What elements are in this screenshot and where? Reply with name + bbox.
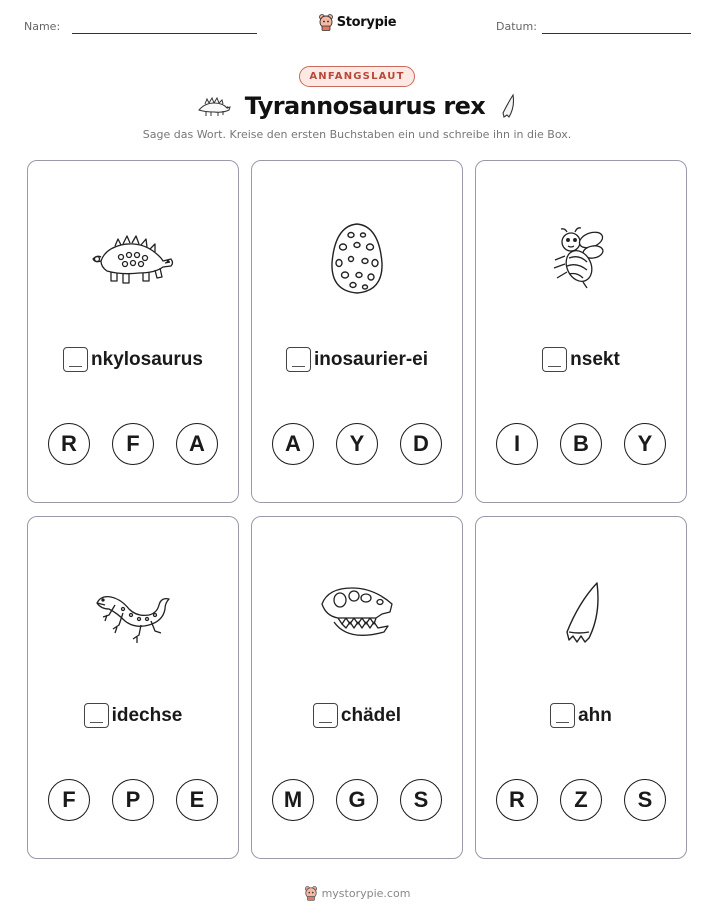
word-remainder: nsekt — [570, 348, 620, 370]
trex-skull-icon — [318, 584, 396, 646]
letter-option[interactable]: A — [176, 423, 218, 465]
tooth-icon — [559, 580, 603, 650]
letter-option[interactable]: S — [400, 779, 442, 821]
letter-option[interactable]: B — [560, 423, 602, 465]
letter-option[interactable]: F — [48, 779, 90, 821]
brand-name: Storypie — [336, 14, 397, 30]
name-label: Name: — [24, 20, 61, 33]
instructions: Sage das Wort. Kreise den ersten Buchstaben ein und schreibe ihn in die Box. — [142, 128, 572, 141]
lizard-icon — [93, 585, 173, 645]
footer-url[interactable]: mystorypie.com — [321, 886, 411, 900]
letter-option[interactable]: D — [400, 423, 442, 465]
answer-box[interactable] — [550, 703, 575, 728]
word-remainder: nkylosaurus — [91, 348, 203, 370]
letter-option[interactable]: G — [336, 779, 378, 821]
storypie-mascot-icon — [318, 13, 334, 31]
answer-box[interactable] — [84, 703, 109, 728]
letter-option[interactable]: Y — [336, 423, 378, 465]
storypie-mascot-icon — [304, 885, 318, 901]
worksheet-card — [27, 160, 239, 503]
letter-option[interactable]: Y — [624, 423, 666, 465]
letter-option[interactable]: I — [496, 423, 538, 465]
stegosaurus-icon — [197, 95, 231, 117]
letter-option[interactable]: E — [176, 779, 218, 821]
category-badge: ANFANGSLAUT — [299, 66, 414, 87]
letter-option[interactable]: P — [112, 779, 154, 821]
answer-box[interactable] — [63, 347, 88, 372]
worksheet-card — [251, 516, 463, 859]
answer-box[interactable] — [313, 703, 338, 728]
word-remainder: chädel — [340, 704, 402, 726]
word-remainder: inosaurier-ei — [313, 348, 429, 370]
worksheet-card — [475, 160, 687, 503]
worksheet-card — [251, 160, 463, 503]
worksheet-card — [27, 516, 239, 859]
tooth-icon — [499, 93, 517, 119]
letter-option[interactable]: S — [624, 779, 666, 821]
letter-option[interactable]: F — [112, 423, 154, 465]
date-line[interactable] — [542, 33, 691, 34]
answer-box[interactable] — [286, 347, 311, 372]
letter-option[interactable]: A — [272, 423, 314, 465]
ankylosaurus-icon — [91, 231, 175, 287]
worksheet-card — [475, 516, 687, 859]
letter-option[interactable]: R — [496, 779, 538, 821]
bee-icon — [549, 226, 613, 292]
word-remainder: ahn — [578, 704, 612, 726]
answer-box[interactable] — [542, 347, 567, 372]
word-remainder: idechse — [111, 704, 183, 726]
date-label: Datum: — [496, 20, 537, 33]
letter-option[interactable]: M — [272, 779, 314, 821]
letter-option[interactable]: Z — [560, 779, 602, 821]
dinosaur-egg-icon — [327, 221, 387, 297]
page-title: Tyrannosaurus rex — [244, 92, 486, 120]
letter-option[interactable]: R — [48, 423, 90, 465]
